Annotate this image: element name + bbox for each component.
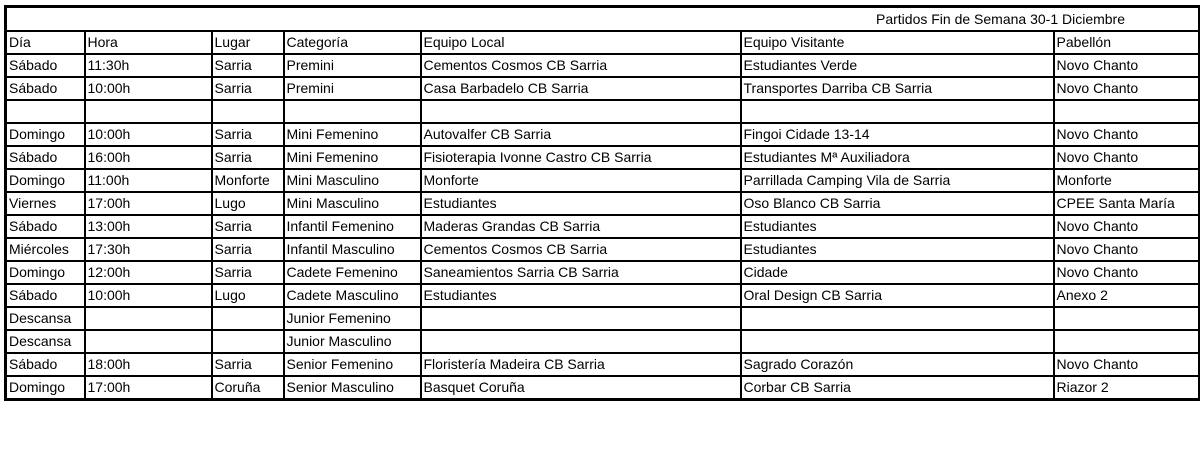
cell-categoria[interactable]: Mini Femenino — [284, 123, 421, 146]
cell-equipo-local[interactable]: Casa Barbadelo CB Sarria — [421, 77, 741, 100]
table-title: Partidos Fin de Semana 30-1 Diciembre — [876, 10, 1126, 27]
cell-equipo-local[interactable] — [421, 330, 741, 353]
cell-pabellon[interactable]: Novo Chanto — [1054, 54, 1200, 77]
cell-equipo-local[interactable]: Basquet Coruña — [421, 376, 741, 400]
cell-equipo-visitante[interactable]: Estudiantes — [741, 215, 1054, 238]
table-row — [6, 307, 1200, 330]
cell-dia[interactable]: Descansa — [6, 330, 85, 353]
cell-pabellon[interactable]: CPEE Santa María — [1054, 192, 1200, 215]
cell-equipo-local[interactable]: Monforte — [421, 169, 741, 192]
table-row — [6, 169, 1200, 192]
table-row — [6, 376, 1200, 400]
cell-equipo-visitante[interactable]: Estudiantes — [741, 238, 1054, 261]
cell-dia[interactable]: Domingo — [6, 123, 85, 146]
cell-dia[interactable]: Sábado — [6, 77, 85, 100]
cell-equipo-local[interactable]: Cementos Cosmos CB Sarria — [421, 54, 741, 77]
cell-equipo-local[interactable] — [421, 100, 741, 123]
cell-lugar[interactable]: Sarria — [212, 123, 284, 146]
header-row — [6, 31, 1200, 54]
cell-categoria[interactable]: Infantil Masculino — [284, 238, 421, 261]
cell-equipo-visitante[interactable]: Oso Blanco CB Sarria — [741, 192, 1054, 215]
cell-hora[interactable]: 18:00h — [85, 353, 212, 376]
cell-dia[interactable]: Descansa — [6, 307, 85, 330]
cell-equipo-local[interactable]: Fisioterapia Ivonne Castro CB Sarria — [421, 146, 741, 169]
cell-pabellon[interactable] — [1054, 100, 1200, 123]
cell-pabellon[interactable]: Novo Chanto — [1054, 215, 1200, 238]
cell-equipo-visitante[interactable]: Estudiantes Verde — [741, 54, 1054, 77]
cell-pabellon[interactable]: Anexo 2 — [1054, 284, 1200, 307]
cell-equipo-visitante[interactable]: Transportes Darriba CB Sarria — [741, 77, 1054, 100]
cell-hora[interactable] — [85, 100, 212, 123]
cell-equipo-visitante[interactable]: Corbar CB Sarria — [741, 376, 1054, 400]
cell-pabellon[interactable]: Novo Chanto — [1054, 123, 1200, 146]
cell-lugar[interactable]: Sarria — [212, 353, 284, 376]
cell-categoria[interactable]: Cadete Masculino — [284, 284, 421, 307]
cell-hora[interactable]: 10:00h — [85, 123, 212, 146]
cell-hora[interactable]: 11:00h — [85, 169, 212, 192]
header-cell-dia[interactable]: Día — [6, 31, 85, 54]
cell-hora[interactable]: 17:00h — [85, 376, 212, 400]
table-row — [6, 215, 1200, 238]
table-row — [6, 54, 1200, 77]
cell-dia[interactable]: Sábado — [6, 146, 85, 169]
header-cell-lugar[interactable]: Lugar — [212, 31, 284, 54]
cell-equipo-visitante[interactable]: Fingoi Cidade 13-14 — [741, 123, 1054, 146]
blank-row — [6, 100, 1200, 123]
schedule-table — [4, 5, 1200, 401]
cell-dia[interactable] — [6, 100, 85, 123]
cell-hora[interactable]: 12:00h — [85, 261, 212, 284]
cell-hora[interactable]: 11:30h — [85, 54, 212, 77]
table-row — [6, 77, 1200, 100]
cell-lugar[interactable] — [212, 307, 284, 330]
table-row — [6, 330, 1200, 353]
cell-categoria[interactable]: Mini Femenino — [284, 146, 421, 169]
cell-hora[interactable]: 10:00h — [85, 77, 212, 100]
cell-dia[interactable]: Miércoles — [6, 238, 85, 261]
cell-pabellon[interactable] — [1054, 330, 1200, 353]
cell-lugar[interactable]: Sarria — [212, 54, 284, 77]
table-title-cell[interactable] — [6, 7, 1200, 32]
cell-categoria[interactable]: Senior Femenino — [284, 353, 421, 376]
cell-pabellon[interactable]: Novo Chanto — [1054, 146, 1200, 169]
table-row — [6, 261, 1200, 284]
cell-lugar[interactable]: Sarria — [212, 146, 284, 169]
table-row — [6, 146, 1200, 169]
cell-dia[interactable]: Sábado — [6, 215, 85, 238]
cell-equipo-visitante[interactable] — [741, 330, 1054, 353]
cell-categoria[interactable]: Mini Masculino — [284, 192, 421, 215]
cell-equipo-local[interactable]: Saneamientos Sarria CB Sarria — [421, 261, 741, 284]
cell-lugar[interactable]: Monforte — [212, 169, 284, 192]
cell-categoria[interactable]: Junior Masculino — [284, 330, 421, 353]
cell-equipo-visitante[interactable]: Cidade — [741, 261, 1054, 284]
cell-hora[interactable]: 17:30h — [85, 238, 212, 261]
cell-pabellon[interactable] — [1054, 307, 1200, 330]
cell-dia[interactable]: Viernes — [6, 192, 85, 215]
header-cell-equipo-local[interactable]: Equipo Local — [421, 31, 741, 54]
cell-equipo-local[interactable]: Estudiantes — [421, 284, 741, 307]
cell-hora[interactable]: 16:00h — [85, 146, 212, 169]
cell-lugar[interactable]: Sarria — [212, 238, 284, 261]
cell-dia[interactable]: Domingo — [6, 169, 85, 192]
cell-dia[interactable]: Domingo — [6, 261, 85, 284]
cell-equipo-visitante[interactable] — [741, 307, 1054, 330]
cell-pabellon[interactable]: Novo Chanto — [1054, 353, 1200, 376]
cell-lugar[interactable] — [212, 100, 284, 123]
cell-pabellon[interactable]: Novo Chanto — [1054, 238, 1200, 261]
cell-pabellon[interactable]: Novo Chanto — [1054, 77, 1200, 100]
header-cell-categoria[interactable]: Categoría — [284, 31, 421, 54]
cell-hora[interactable]: 10:00h — [85, 284, 212, 307]
cell-dia[interactable]: Sábado — [6, 353, 85, 376]
table-row — [6, 238, 1200, 261]
cell-categoria[interactable]: Infantil Femenino — [284, 215, 421, 238]
cell-equipo-visitante[interactable]: Sagrado Corazón — [741, 353, 1054, 376]
cell-hora[interactable] — [85, 307, 212, 330]
header-cell-equipo-visitante[interactable]: Equipo Visitante — [741, 31, 1054, 54]
cell-categoria[interactable] — [284, 100, 421, 123]
cell-equipo-visitante[interactable] — [741, 100, 1054, 123]
cell-categoria[interactable]: Cadete Femenino — [284, 261, 421, 284]
cell-categoria[interactable]: Senior Masculino — [284, 376, 421, 400]
cell-equipo-local[interactable] — [421, 307, 741, 330]
table-row — [6, 123, 1200, 146]
cell-pabellon[interactable]: Novo Chanto — [1054, 261, 1200, 284]
header-cell-pabellon[interactable]: Pabellón — [1054, 31, 1200, 54]
cell-lugar[interactable]: Coruña — [212, 376, 284, 400]
table-row — [6, 353, 1200, 376]
cell-dia[interactable]: Domingo — [6, 376, 85, 400]
cell-equipo-local[interactable]: Maderas Grandas CB Sarria — [421, 215, 741, 238]
cell-pabellon[interactable]: Monforte — [1054, 169, 1200, 192]
cell-categoria[interactable]: Premini — [284, 77, 421, 100]
cell-lugar[interactable]: Sarria — [212, 261, 284, 284]
cell-hora[interactable] — [85, 330, 212, 353]
title-row — [6, 7, 1200, 32]
cell-lugar[interactable]: Sarria — [212, 77, 284, 100]
cell-equipo-local[interactable]: Autovalfer CB Sarria — [421, 123, 741, 146]
cell-dia[interactable]: Sábado — [6, 54, 85, 77]
table-row — [6, 284, 1200, 307]
cell-equipo-local[interactable]: Cementos Cosmos CB Sarria — [421, 238, 741, 261]
cell-hora[interactable]: 13:00h — [85, 215, 212, 238]
cell-lugar[interactable]: Lugo — [212, 192, 284, 215]
cell-equipo-local[interactable]: Floristería Madeira CB Sarria — [421, 353, 741, 376]
cell-categoria[interactable]: Junior Femenino — [284, 307, 421, 330]
cell-pabellon[interactable]: Riazor 2 — [1054, 376, 1200, 400]
table-row — [6, 192, 1200, 215]
cell-equipo-visitante[interactable]: Parrillada Camping Vila de Sarria — [741, 169, 1054, 192]
cell-equipo-local[interactable]: Estudiantes — [421, 192, 741, 215]
header-cell-hora[interactable]: Hora — [85, 31, 212, 54]
cell-lugar[interactable] — [212, 330, 284, 353]
cell-lugar[interactable]: Sarria — [212, 215, 284, 238]
cell-categoria[interactable]: Premini — [284, 54, 421, 77]
cell-dia[interactable]: Sábado — [6, 284, 85, 307]
cell-categoria[interactable]: Mini Masculino — [284, 169, 421, 192]
cell-hora[interactable]: 17:00h — [85, 192, 212, 215]
cell-lugar[interactable]: Lugo — [212, 284, 284, 307]
cell-equipo-visitante[interactable]: Estudiantes Mª Auxiliadora — [741, 146, 1054, 169]
cell-equipo-visitante[interactable]: Oral Design CB Sarria — [741, 284, 1054, 307]
